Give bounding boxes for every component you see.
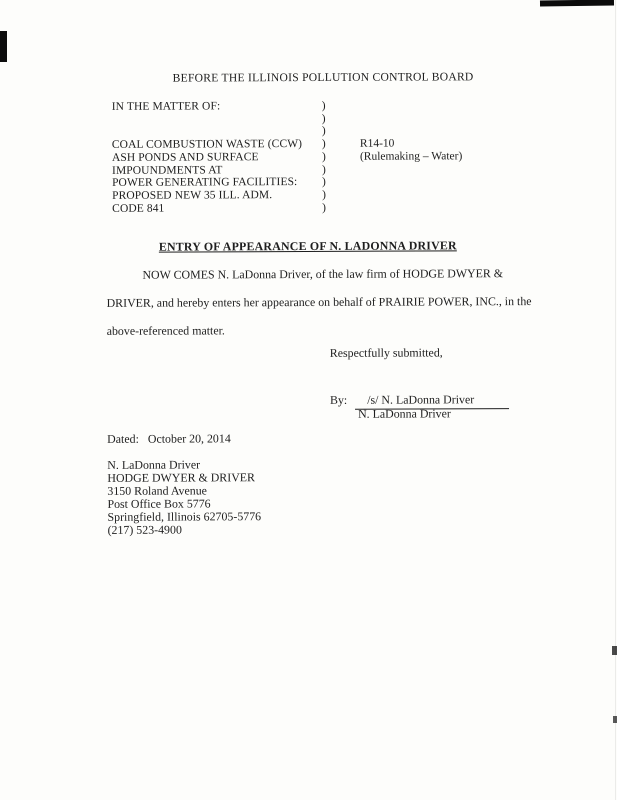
caption-paren: ) bbox=[321, 163, 326, 176]
attorney-street: 3150 Roland Avenue bbox=[107, 483, 207, 499]
caption-paren: ) bbox=[322, 201, 327, 214]
matter-line: COAL COMBUSTION WASTE (CCW) bbox=[111, 138, 303, 151]
case-caption bbox=[112, 99, 463, 215]
docket-info bbox=[360, 112, 462, 125]
docket-info bbox=[360, 176, 462, 189]
body-paragraph bbox=[106, 259, 532, 345]
court-header: BEFORE THE ILLINOIS POLLUTION CONTROL BOARD bbox=[172, 70, 474, 85]
attorney-city-zip: Springfield, Illinois 62705-5776 bbox=[107, 509, 262, 525]
matter-line: IMPOUNDMENTS AT bbox=[111, 163, 223, 177]
matter-line bbox=[112, 113, 322, 127]
signature-printed-name: N. LaDonna Driver bbox=[358, 406, 451, 421]
dated-line bbox=[107, 431, 231, 447]
rulemaking-type: (Rulemaking – Water) bbox=[359, 150, 463, 163]
matter-line: POWER GENERATING FACILITIES: bbox=[112, 176, 298, 190]
dated-label: Dated: bbox=[107, 431, 139, 446]
document-title: ENTRY OF APPEARANCE OF N. LADONNA DRIVER bbox=[158, 238, 457, 254]
docket-info bbox=[360, 125, 462, 138]
docket-info bbox=[360, 163, 462, 176]
caption-row bbox=[112, 201, 462, 215]
attorney-firm: HODGE DWYER & DRIVER bbox=[107, 470, 256, 485]
caption-paren: ) bbox=[322, 188, 326, 201]
attorney-phone: (217) 523-4900 bbox=[107, 523, 182, 538]
docket-info bbox=[360, 99, 462, 112]
electronic-signature: /s/ N. LaDonna Driver bbox=[355, 392, 509, 410]
caption-paren: ) bbox=[321, 99, 326, 112]
dated-value: October 20, 2014 bbox=[147, 431, 231, 446]
docket-info bbox=[360, 201, 462, 214]
caption-paren: ) bbox=[321, 125, 326, 138]
matter-line: ASH PONDS AND SURFACE bbox=[111, 151, 259, 164]
caption-paren: ) bbox=[322, 176, 326, 189]
matter-line: IN THE MATTER OF: bbox=[111, 100, 221, 113]
docket-info bbox=[360, 188, 462, 201]
matter-line bbox=[112, 125, 322, 139]
attorney-block bbox=[107, 458, 261, 537]
body-line: NOW COMES N. LaDonna Driver, of the law firm of HODGE DWYER & bbox=[142, 266, 504, 282]
respectfully-submitted: Respectfully submitted, bbox=[329, 345, 443, 360]
attorney-name: N. LaDonna Driver bbox=[107, 457, 201, 472]
docket-number: R14-10 bbox=[359, 137, 395, 150]
caption-paren: ) bbox=[321, 138, 326, 151]
caption-paren: ) bbox=[321, 150, 326, 163]
caption-paren: ) bbox=[321, 112, 326, 125]
body-line: above-referenced matter. bbox=[106, 323, 225, 338]
body-line: DRIVER, and hereby enters her appearance on behalf of PRAIRIE POWER, INC., in the bbox=[106, 294, 532, 310]
attorney-po-box: Post Office Box 5776 bbox=[107, 496, 211, 512]
matter-line: PROPOSED NEW 35 ILL. ADM. bbox=[112, 189, 273, 202]
matter-line: CODE 841 bbox=[112, 202, 165, 215]
by-label: By: bbox=[329, 392, 348, 407]
